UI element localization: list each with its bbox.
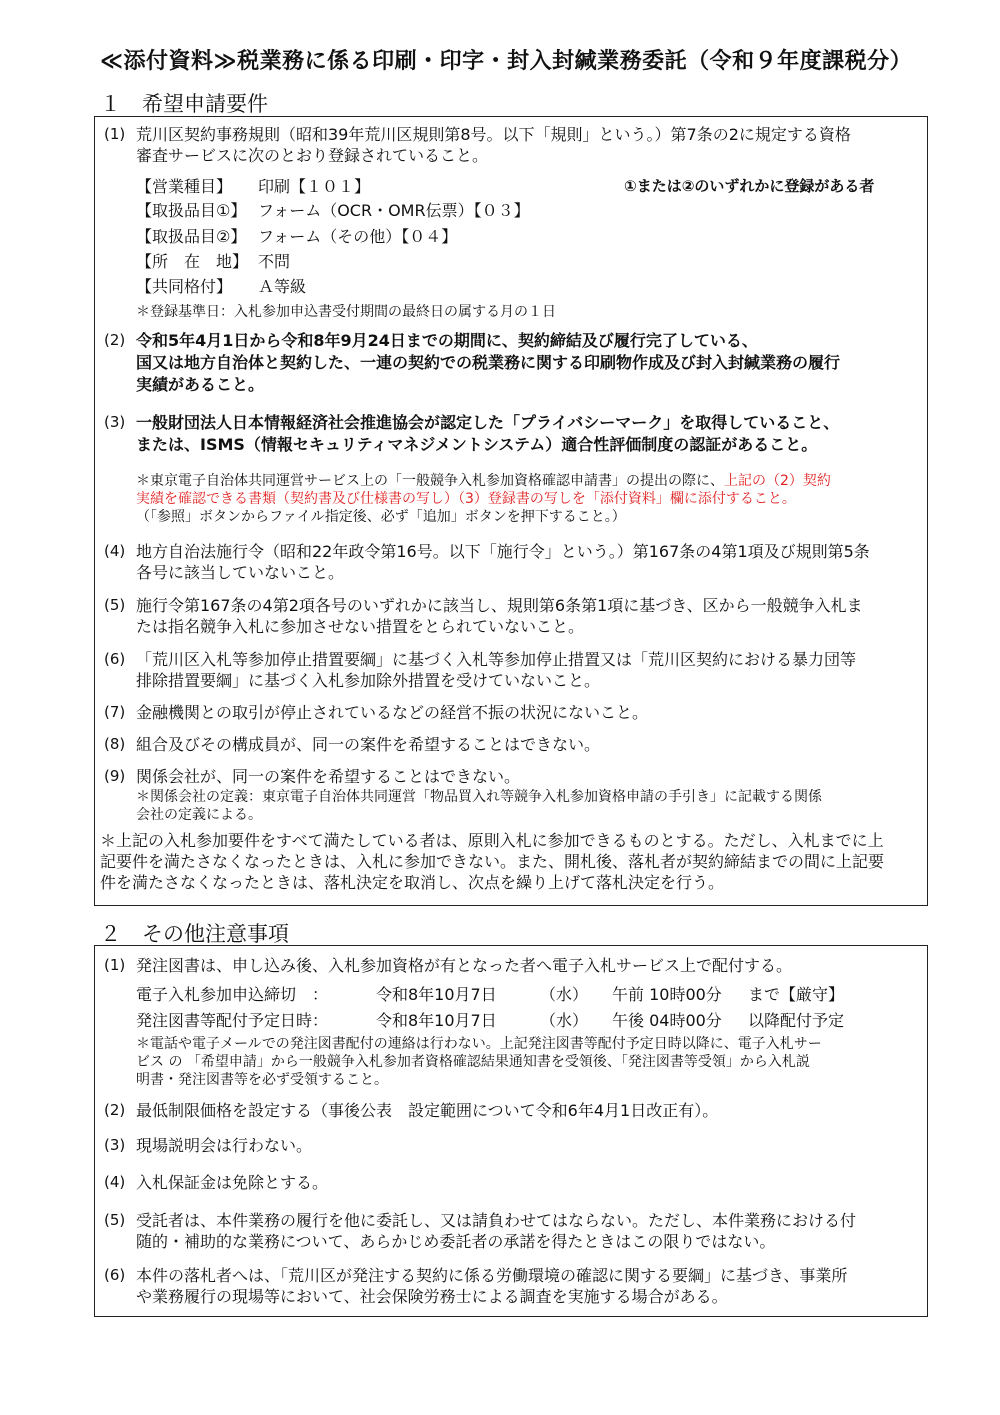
item-number: (2)	[104, 1101, 126, 1119]
item-text: 施行令第167条の4第2項各号のいずれかに該当し、規則第6条第1項に基づき、区から一般競争入札ま たは指名競争入札に参加させない措置をとられていないこと。	[136, 596, 863, 636]
item-number: (6)	[104, 1266, 126, 1284]
item-text: 本件の落札者へは、「荒川区が発注する契約に係る労働環境の確認に関する要綱」に基づき、事業所 や業務履行の現場等において、社会保険労務士による調査を実施する場合がある。	[136, 1266, 848, 1306]
item-number: (9)	[104, 767, 126, 785]
item-text: 最低制限価格を設定する（事後公表 設定範囲について令和6年4月1日改正有）。	[136, 1101, 719, 1120]
attachment-note	[136, 472, 831, 490]
affiliated-company-note: ＊関係会社の定義：東京電子自治体共同運営「物品買入れ等競争入札参加資格申請の手引き」に記載する関係 会社の定義による。	[136, 789, 822, 823]
item-text: 一般財団法人日本情報経済社会推進協会が認定した「プライバシーマーク」を取得していること、 または、ISMS（情報セキュリティマネジメントシステム）適合性評価制度の認証があること。	[136, 413, 840, 454]
attachment-note-highlight: 上記の（2）契約	[724, 473, 831, 489]
item-number: (5)	[104, 1211, 126, 1229]
distribution-note: ＊電話や電子メールでの発注図書配付の連絡は行わない。上記発注図書等配付予定日時以降に、電子入札サー ビス の 「希望申請」から一般競争入札参加者資格確認結果通知書を受領後、「発注図書等受領」から入札説 明書・発注図書等を必ず受領すること。	[136, 1036, 822, 1088]
section-heading-other-notes: ２ その他注意事項	[100, 922, 289, 946]
item-text: 発注図書は、申し込み後、入札参加資格が有となった者へ電子入札サービス上で配付する。	[136, 956, 793, 975]
location-value: 不問	[258, 252, 291, 271]
item-type-1-label: 【取扱品目①】	[136, 201, 247, 220]
item-number: (4)	[104, 542, 126, 560]
schedule-day: （水）	[540, 1011, 589, 1030]
item-text: 組合及びその構成員が、同一の案件を希望することはできない。	[136, 735, 601, 754]
item-text: 「荒川区入札等参加停止措置要綱」に基づく入札等参加停止措置又は「荒川区契約における暴力団等 排除措置要綱」に基づく入札参加除外措置を受けていないこと。	[136, 650, 857, 690]
item-number: (5)	[104, 596, 126, 614]
item-type-1-value: フォーム（OCR・OMR伝票）【０３】	[258, 201, 530, 220]
schedule-time: 午前 10時00分	[612, 985, 722, 1004]
item-type-2-label: 【取扱品目②】	[136, 227, 247, 246]
item-text: 地方自治法施行令（昭和22年政令第16号。以下「施行令」という。）第167条の4第1項及び規則第5条 各号に該当していないこと。	[136, 542, 870, 582]
attachment-note-highlight-line: 実績を確認できる書類（契約書及び仕様書の写し）（3）登録書の写しを「添付資料」欄に添付すること。	[136, 491, 796, 507]
requirements-footer-note: ＊上記の入札参加要件をすべて満たしている者は、原則入札に参加できるものとする。ただし、入札までに上 記要件を満たさなくなったときは、入札に参加できない。また、開札後、落札者が契約締結までの間に上記要 件を満たさなくなったときは、落札決定を取消し、次点を繰り上げて落札決定を行う。	[100, 831, 885, 892]
item-text: 入札保証金は免除とする。	[136, 1173, 329, 1192]
item-number: (2)	[104, 331, 126, 349]
schedule-day: （水）	[540, 985, 589, 1004]
item-number: (3)	[104, 413, 126, 431]
schedule-date: 令和8年10月7日	[376, 985, 497, 1004]
section-heading-requirements: １ 希望申請要件	[100, 92, 268, 116]
location-label: 【所 在 地】	[136, 252, 249, 271]
schedule-label: 発注図書等配付予定日時：	[136, 1011, 329, 1030]
joint-rating-value: Ａ等級	[258, 277, 307, 296]
item-number: (3)	[104, 1136, 126, 1154]
item-number: (1)	[104, 125, 126, 143]
joint-rating-label: 【共同格付】	[136, 277, 233, 296]
page-title: ≪添付資料≫税業務に係る印刷・印字・封入封緘業務委託（令和９年度課税分）	[100, 49, 913, 74]
item-text: 受託者は、本件業務の履行を他に委託し、又は請負わせてはならない。ただし、本件業務における付 随的・補助的な業務について、あらかじめ委託者の承諾を得たときはこの限りではない。	[136, 1211, 857, 1251]
registration-side-note: ①または②のいずれかに登録がある者	[624, 177, 875, 195]
item-text: 令和5年4月1日から令和8年9月24日までの期間に、契約締結及び履行完了している、 国又は地方自治体と契約した、一連の契約での税業務に関する印刷物作成及び封入封緘業務の履行 実績があること。	[136, 331, 841, 394]
item-text: 現場説明会は行わない。	[136, 1136, 313, 1155]
schedule-date: 令和8年10月7日	[376, 1011, 497, 1030]
item-number: (4)	[104, 1173, 126, 1191]
attachment-note-instruction: （「参照」ボタンからファイル指定後、必ず「追加」ボタンを押下すること。）	[136, 509, 626, 525]
registration-base-date-note: ＊登録基準日：入札参加申込書受付期間の最終日の属する月の１日	[136, 304, 556, 320]
attachment-note-text: ＊東京電子自治体共同運営サービス上の「一般競争入札参加資格確認申請書」の提出の際に、	[136, 473, 724, 489]
item-number: (1)	[104, 956, 126, 974]
schedule-suffix: 以降配付予定	[748, 1011, 845, 1030]
item-text: 荒川区契約事務規則（昭和39年荒川区規則第8号。以下「規則」という。）第7条の2に規定する資格 審査サービスに次のとおり登録されていること。	[136, 125, 851, 165]
category-value: 印刷【１０１】	[258, 177, 371, 196]
category-label: 【営業種目】	[136, 177, 233, 196]
schedule-label: 電子入札参加申込締切 ：	[136, 985, 329, 1004]
item-type-2-value: フォーム（その他）【０４】	[258, 227, 458, 246]
item-number: (7)	[104, 703, 126, 721]
item-text: 関係会社が、同一の案件を希望することはできない。	[136, 767, 521, 786]
item-number: (6)	[104, 650, 126, 668]
item-text: 金融機関との取引が停止されているなどの経営不振の状況にないこと。	[136, 703, 649, 722]
schedule-time: 午後 04時00分	[612, 1011, 722, 1030]
item-number: (8)	[104, 735, 126, 753]
schedule-suffix: まで【厳守】	[748, 985, 845, 1004]
